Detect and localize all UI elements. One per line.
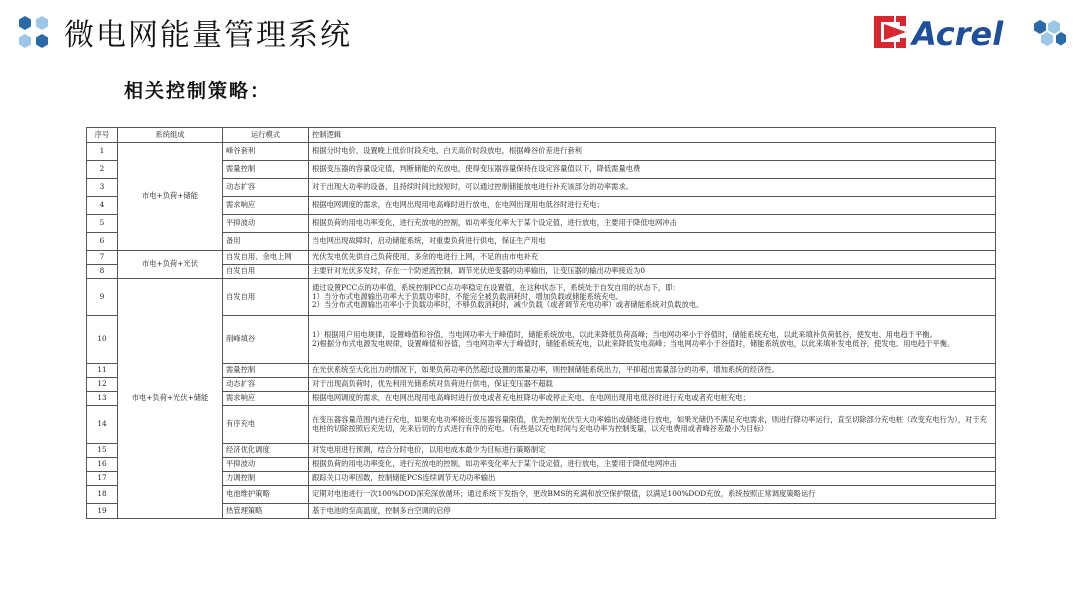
logic-cell: 根据电网调度的需求，在电网出现用电高峰时进行放电或者充电桩降功率或停止充电、在电网出现用电低谷时进行充电或者充电桩充电； bbox=[309, 392, 996, 406]
table-row bbox=[87, 316, 996, 364]
logic-cell: 定期对电池进行一次100%DOD深充深放循环；通过系统下发指令，更改BMS的充满和放空保护限值，以满足100%DOD充放，系统按照正常调度策略运行 bbox=[309, 486, 996, 504]
mode-cell: 自发自用 bbox=[223, 265, 309, 279]
section-subtitle: 相关控制策略： bbox=[124, 80, 272, 102]
row-number: 4 bbox=[87, 197, 118, 215]
table-row bbox=[87, 364, 996, 378]
mode-cell: 经济优化调度 bbox=[223, 444, 309, 458]
table-row bbox=[87, 472, 996, 486]
acrel-mark-icon bbox=[874, 16, 906, 48]
table-row bbox=[87, 197, 996, 215]
system-group-cell: 市电+负荷+光伏 bbox=[118, 251, 223, 279]
mode-cell: 需量控制 bbox=[223, 364, 309, 378]
logic-cell: 通过设置PCC点的功率值，系统控制PCC点功率稳定在设置值，在这种状态下，系统处于自发自用的状态下，即： 1）当分布式电源输出功率大于负载功率时，不能完全被负载消耗时，增加负载或储能系统充电。 2）当分布式电源输出功率小于负载功率时，不够负载消耗时，减少负载（或者调节充电功率）或者储能系统对负载放电。 bbox=[309, 279, 996, 316]
table-row bbox=[87, 279, 996, 316]
table-row bbox=[87, 406, 996, 444]
table-row bbox=[87, 392, 996, 406]
mode-cell: 动态扩容 bbox=[223, 179, 309, 197]
logic-cell: 对发电用进行预测，结合分时电价，以用电成本最少为目标进行策略制定 bbox=[309, 444, 996, 458]
logic-cell: 光伏发电优先供自己负荷使用，多余的电进行上网，不足的由市电补充 bbox=[309, 251, 996, 265]
logic-cell: 根据电网调度的需求，在电网出现用电高峰时进行放电，在电网出现用电低谷时进行充电； bbox=[309, 197, 996, 215]
mode-cell: 平抑波动 bbox=[223, 215, 309, 233]
mode-cell: 动态扩容 bbox=[223, 378, 309, 392]
table-row bbox=[87, 143, 996, 161]
mode-cell: 电池维护策略 bbox=[223, 486, 309, 504]
control-strategy-table bbox=[86, 127, 996, 519]
mode-cell: 自发自用 bbox=[223, 279, 309, 316]
acrel-logo-text: Acrel bbox=[912, 15, 1004, 52]
row-number: 9 bbox=[87, 279, 118, 316]
row-number: 19 bbox=[87, 504, 118, 519]
table-row bbox=[87, 251, 996, 265]
logic-cell: 对于出现高负荷时，优先利用光储系统对负荷进行供电，保证变压器不超载 bbox=[309, 378, 996, 392]
row-number: 8 bbox=[87, 265, 118, 279]
mode-cell: 备用 bbox=[223, 233, 309, 251]
logic-cell: 根据负荷的用电功率变化，进行充放电的控制，如功率变化率大于某个设定值，进行放电，主要用于降低电网冲击 bbox=[309, 458, 996, 472]
mode-cell: 需量控制 bbox=[223, 161, 309, 179]
table-row bbox=[87, 179, 996, 197]
logic-cell: 根据变压器的容量设定值，判断储能的充放电，使得变压器容量保持在设定容量值以下，降低需量电费 bbox=[309, 161, 996, 179]
logic-cell: 跟踪关口功率因数，控制储能PCS连续调节无功功率输出 bbox=[309, 472, 996, 486]
mode-cell: 需求响应 bbox=[223, 392, 309, 406]
page-title: 微电网能量管理系统 bbox=[64, 18, 352, 53]
system-group-cell: 市电+负荷+储能 bbox=[118, 143, 223, 251]
table-header-row bbox=[87, 128, 996, 143]
logic-cell: 根据分时电价，设置晚上低价时段充电、白天高价时段放电，根据峰谷价差进行套利 bbox=[309, 143, 996, 161]
header-no: 序号 bbox=[87, 128, 118, 143]
logic-cell: 1）根据用户用电规律，设置峰值和谷值，当电网功率大于峰值时，储能系统放电，以此来降低负荷高峰；当电网功率小于谷值时，储能系统充电，以此来填补负荷低谷，使发电、用电趋于平衡。 2)根据分布式电源发电规律，设置峰值和谷值，当电网功率大于峰值时，储能系统充电，以此来降低发电高峰；当电网功率小于谷值时，储能系统放电，以此来填补发电低谷，使发电、用电趋于平衡。 bbox=[309, 316, 996, 364]
table-row bbox=[87, 215, 996, 233]
row-number: 5 bbox=[87, 215, 118, 233]
table-row bbox=[87, 378, 996, 392]
row-number: 1 bbox=[87, 143, 118, 161]
header-mode: 运行模式 bbox=[223, 128, 309, 143]
logic-cell: 在光伏系统至大化出力的情况下，如果负荷功率仍然超过设置的需量功率，则控制储能系统出力，平抑超出需量部分的功率，增加系统的经济性。 bbox=[309, 364, 996, 378]
row-number: 10 bbox=[87, 316, 118, 364]
row-number: 15 bbox=[87, 444, 118, 458]
mode-cell: 有序充电 bbox=[223, 406, 309, 444]
mode-cell: 峰谷套利 bbox=[223, 143, 309, 161]
row-number: 6 bbox=[87, 233, 118, 251]
row-number: 2 bbox=[87, 161, 118, 179]
table-row bbox=[87, 161, 996, 179]
row-number: 17 bbox=[87, 472, 118, 486]
header-logic: 控制逻辑 bbox=[309, 128, 996, 143]
mode-cell: 热管理策略 bbox=[223, 504, 309, 519]
logic-cell: 在变压器容量范围内进行充电，如果充电功率接近变压器容量限值，优先控制光伏至大功率输出或储能进行放电，如果光储仍不满足充电需求，则进行降功率运行，直至切除部分充电桩（改变充电行为），对于充电桩的切除按照后充先切，先来后切的方式进行有序的充电。（有些是以充电时间与充电功率为控制变量，以充电费用或者峰谷差最小为目标） bbox=[309, 406, 996, 444]
row-number: 14 bbox=[87, 406, 118, 444]
table-row bbox=[87, 265, 996, 279]
logic-cell: 主要针对光伏多发时，存在一个防逆流控制，调节光伏逆变器的功率输出，让变压器的输出功率接近为0 bbox=[309, 265, 996, 279]
mode-cell: 削峰填谷 bbox=[223, 316, 309, 364]
header-group: 系统组成 bbox=[118, 128, 223, 143]
table-row bbox=[87, 504, 996, 519]
hexagon-logo-icon bbox=[14, 12, 54, 52]
table-row bbox=[87, 444, 996, 458]
system-group-cell: 市电+负荷+光伏+储能 bbox=[118, 279, 223, 519]
table-row bbox=[87, 486, 996, 504]
mode-cell: 平抑波动 bbox=[223, 458, 309, 472]
row-number: 13 bbox=[87, 392, 118, 406]
logic-cell: 基于电池的至高温度，控制多台空调的启停 bbox=[309, 504, 996, 519]
logic-cell: 当电网出现故障时，启动储能系统，对重要负荷进行供电，保证生产用电 bbox=[309, 233, 996, 251]
hexagon-cluster-icon bbox=[1034, 20, 1066, 46]
table-row bbox=[87, 458, 996, 472]
row-number: 16 bbox=[87, 458, 118, 472]
logic-cell: 根据负荷的用电功率变化，进行充放电的控制，如功率变化率大于某个设定值，进行放电，主要用于降低电网冲击 bbox=[309, 215, 996, 233]
row-number: 7 bbox=[87, 251, 118, 265]
row-number: 11 bbox=[87, 364, 118, 378]
row-number: 3 bbox=[87, 179, 118, 197]
acrel-logo bbox=[872, 12, 1068, 52]
row-number: 18 bbox=[87, 486, 118, 504]
table-row bbox=[87, 233, 996, 251]
row-number: 12 bbox=[87, 378, 118, 392]
mode-cell: 自发自用、余电上网 bbox=[223, 251, 309, 265]
mode-cell: 力调控制 bbox=[223, 472, 309, 486]
mode-cell: 需求响应 bbox=[223, 197, 309, 215]
logic-cell: 对于出现大功率的设备，且持续时间比较短时，可以通过控制储能放电进行补充该部分的功率需求。 bbox=[309, 179, 996, 197]
